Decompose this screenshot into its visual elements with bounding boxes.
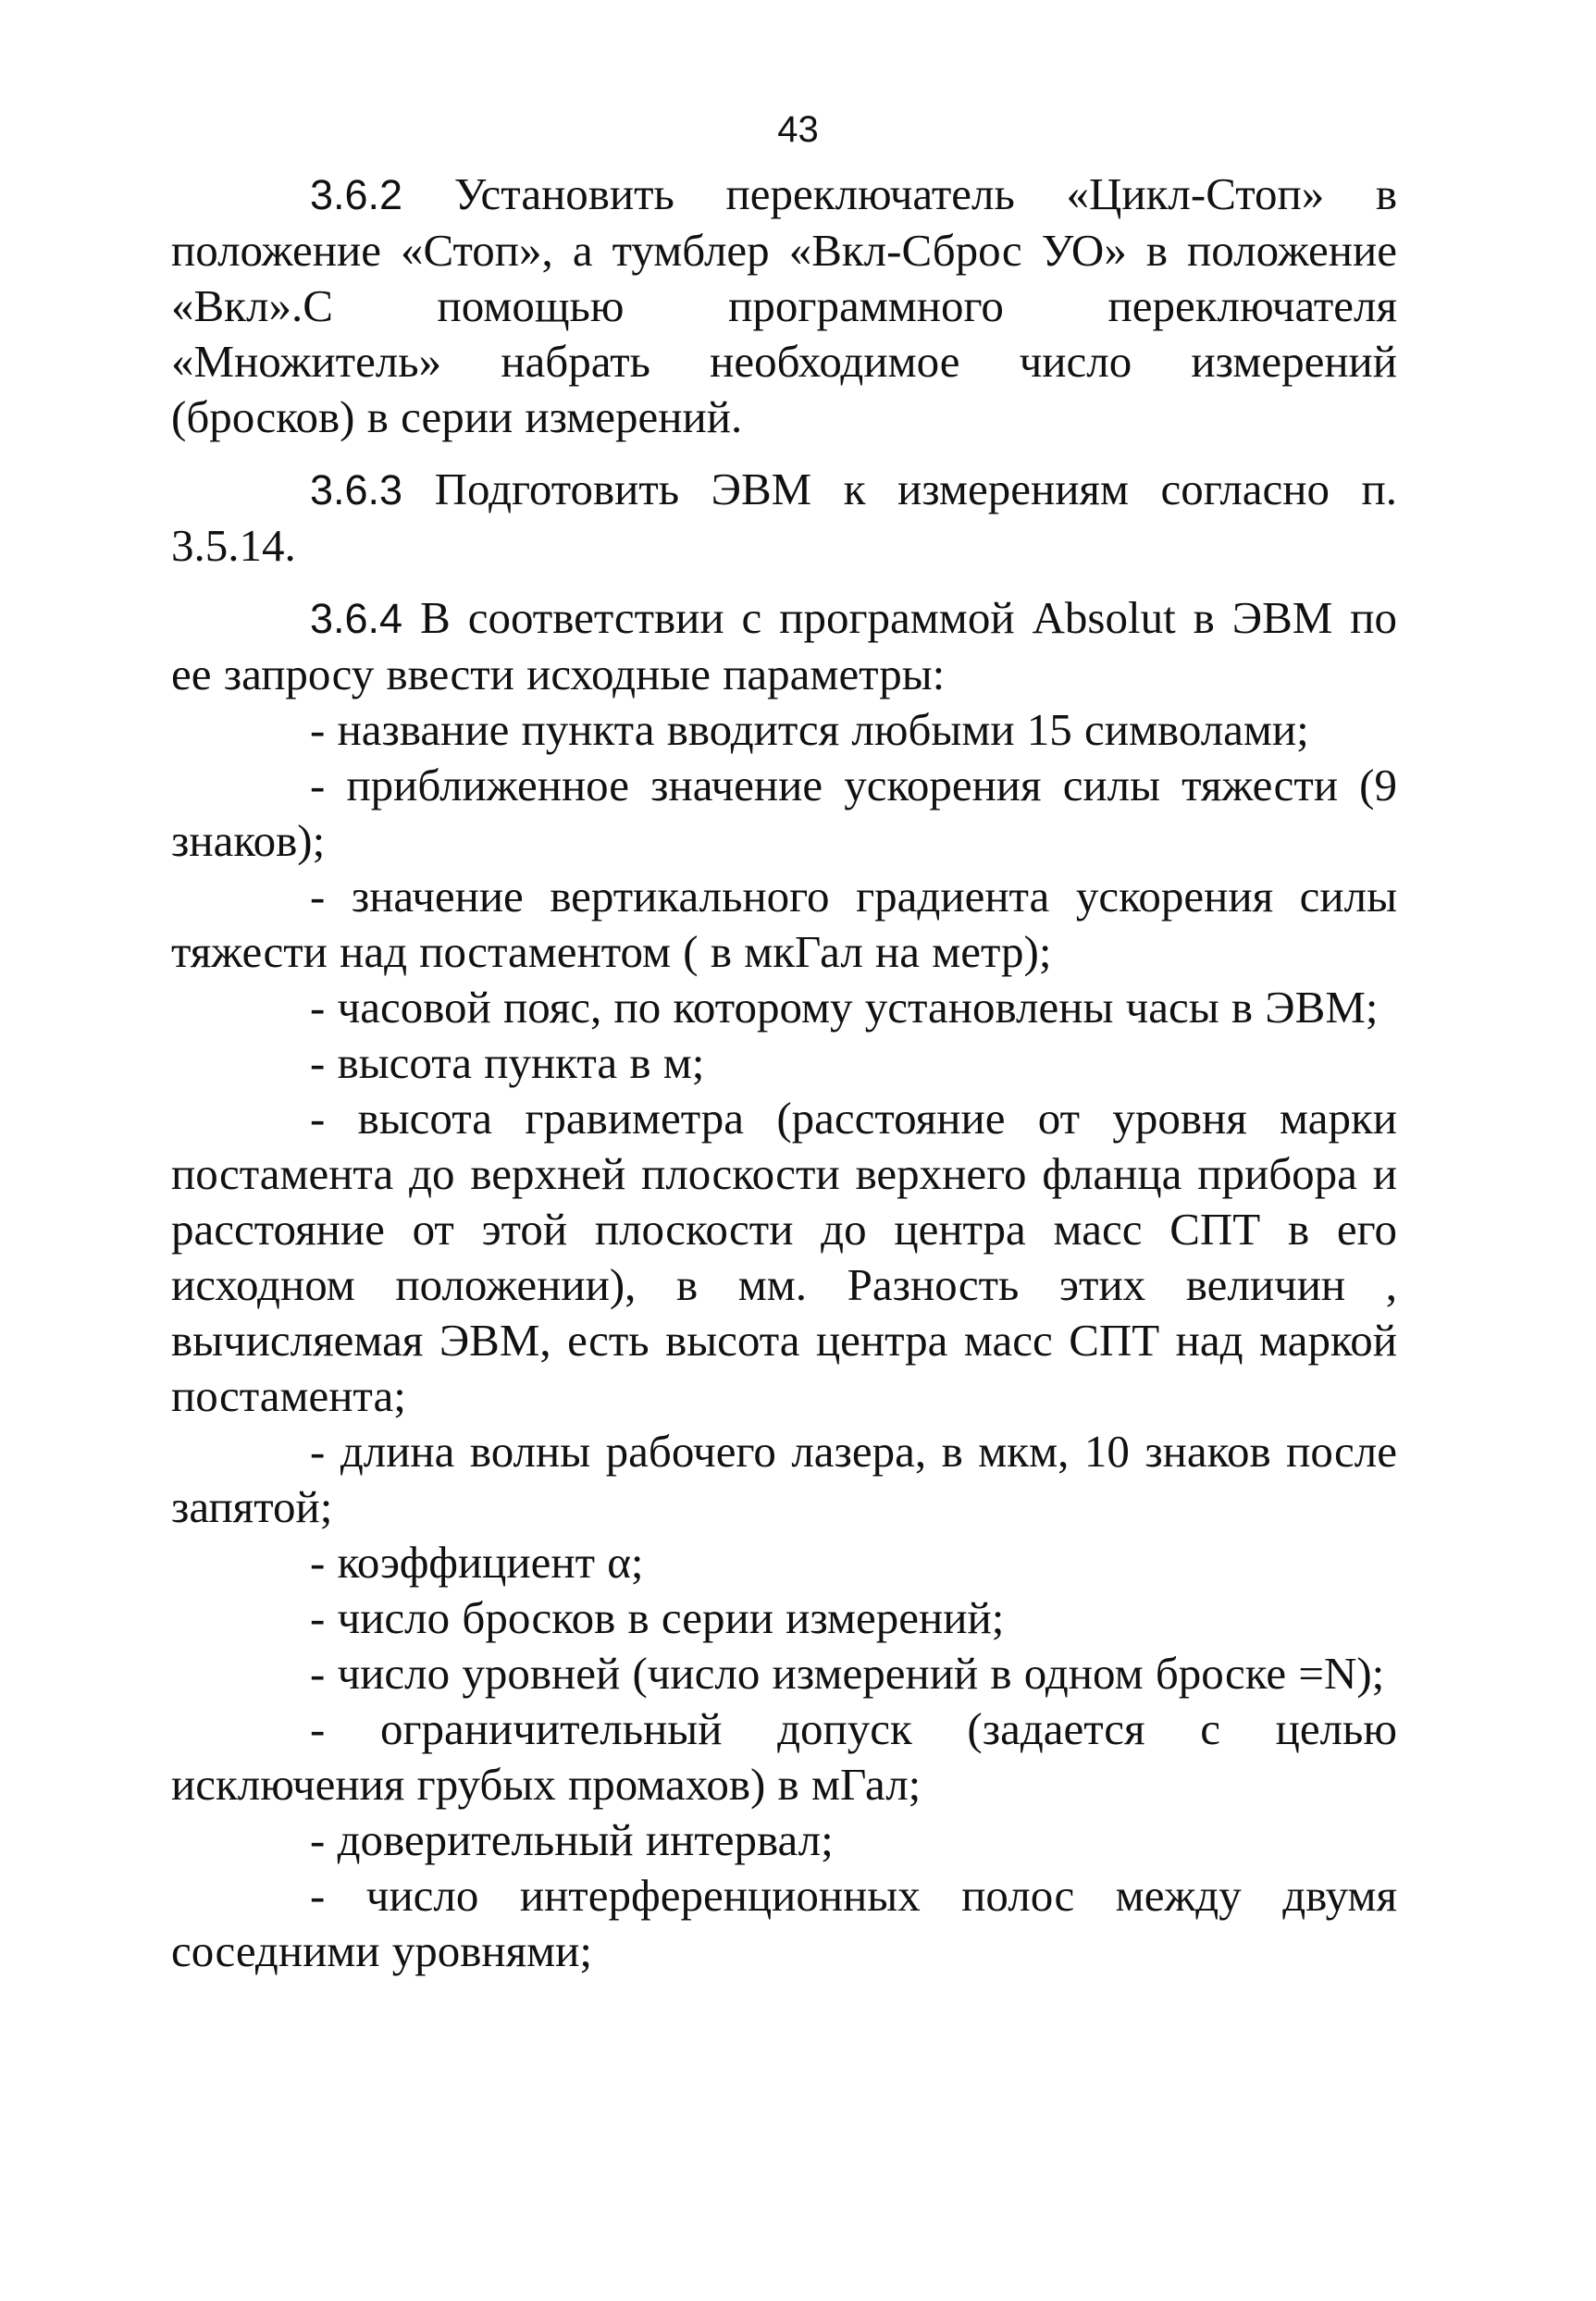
section-number: 3.6.3: [310, 466, 403, 513]
list-item: - название пункта вводится любыми 15 символами;: [310, 704, 1309, 755]
list-item: - часовой пояс, по которому установлены часы в ЭВМ;: [310, 982, 1379, 1033]
section-text: Подготовить ЭВМ к измерениям согласно п. 3.5.14.: [171, 464, 1397, 571]
section-number: 3.6.2: [310, 171, 403, 218]
section-text: В соответствии с программой Absolut в ЭВМ по ее запросу ввести исходные параметры:: [171, 592, 1398, 699]
list-item: - число интерференционных полос между двумя соседними уровнями;: [171, 1870, 1397, 1976]
list-item: - число бросков в серии измерений;: [310, 1592, 1005, 1643]
list-item: - число уровней (число измерений в одном броске =N);: [310, 1648, 1385, 1699]
list-item: - коэффициент α;: [310, 1537, 644, 1588]
section-3-6-4: [171, 590, 1397, 702]
list-item: - значение вертикального градиента ускорения силы тяжести над постаментом ( в мкГал на метр);: [171, 871, 1397, 977]
list-item: - высота пункта в м;: [310, 1037, 705, 1088]
list-item: - высота гравиметра (расстояние от уровня марки постамента до верхней плоскости верхнего фланца прибора и расстояние от этой плоскости до центра масс СПТ в его исходном положении), в мм. Разность этих величин , вычисляемая ЭВМ, есть высота центра масс СПТ над маркой постамента;: [171, 1093, 1397, 1421]
page-number: 43: [777, 109, 819, 150]
list-item: - ограничительный допуск (задается с целью исключения грубых промахов) в мГал;: [171, 1703, 1397, 1810]
list-item: - длина волны рабочего лазера, в мкм, 10 знаков после запятой;: [171, 1426, 1397, 1532]
list-item: - приближенное значение ускорения силы тяжести (9 знаков);: [171, 760, 1397, 866]
section-3-6-2: [171, 167, 1397, 445]
section-number: 3.6.4: [310, 595, 403, 642]
document-body: [171, 167, 1397, 1979]
section-3-6-3: [171, 462, 1397, 574]
section-text: Установить переключатель «Цикл-Стоп» в положение «Стоп», а тумблер «Вкл-Сброс УО» в положение «Вкл».С помощью программного переключателя «Множитель» набрать необходимое число измерений (бросков) в серии измерений.: [171, 168, 1398, 442]
list-item: - доверительный интервал;: [310, 1814, 834, 1865]
